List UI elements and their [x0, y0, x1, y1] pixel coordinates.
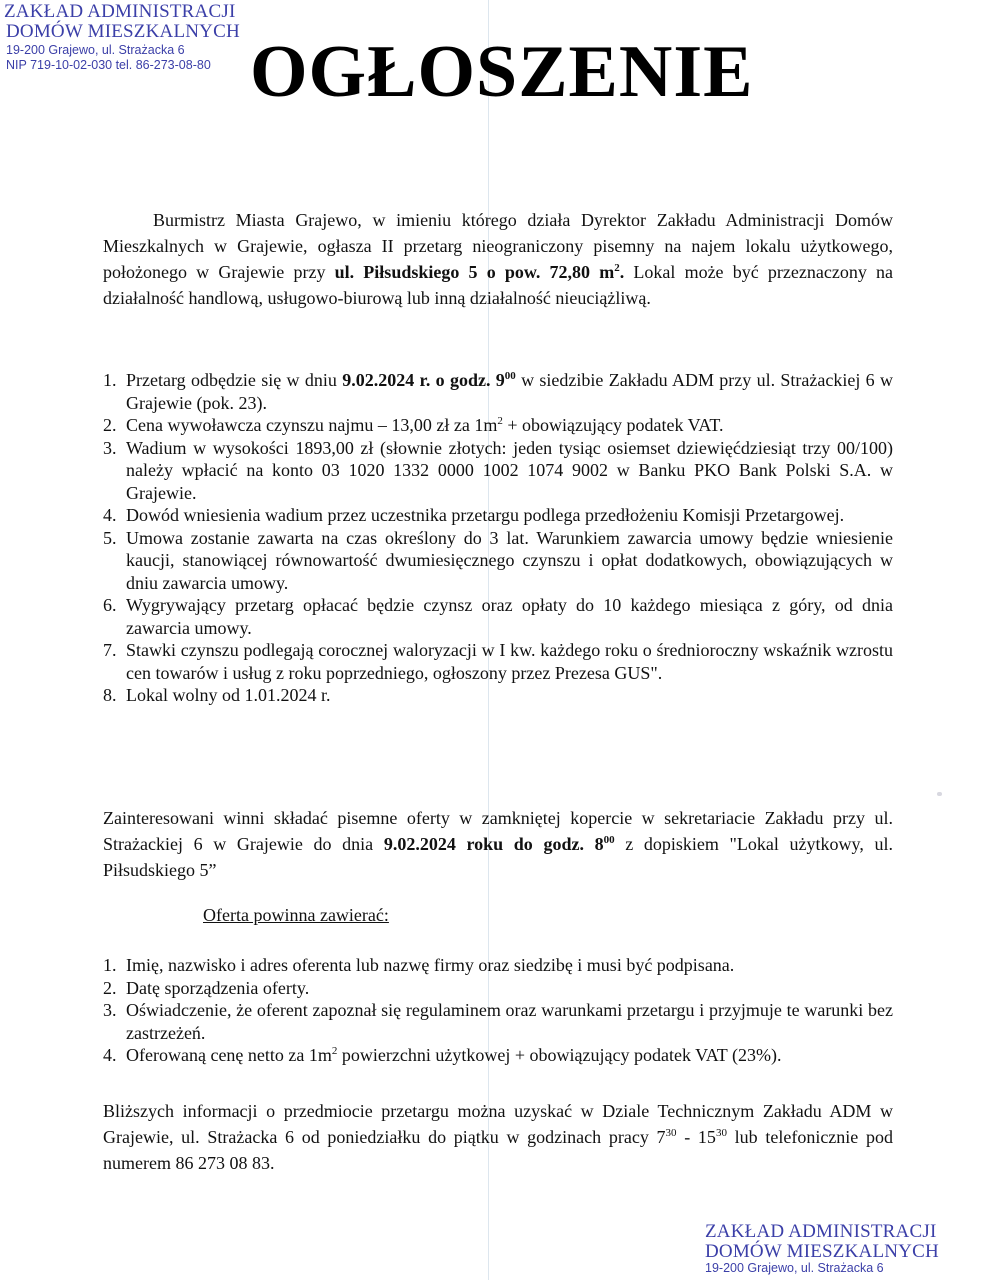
intro-text-2: Lokal może być przeznaczony na działalność handlową, usługowo-biurową lub inną działalność nieuciążliwą. — [103, 262, 893, 308]
stamp-line-2: DOMÓW MIESZKALNYCH — [6, 20, 240, 42]
stamp-line-3: 19-200 Grajewo, ul. Strażacka 6 — [705, 1260, 884, 1275]
list-item: 2. Cena wywoławcza czynszu najmu – 13,00 zł za $1m^2$ + obowiązujący podatek VAT. — [103, 415, 724, 435]
stamp-line-4: NIP 719-10-02-030 tel. 86-273-08-80 — [6, 58, 211, 72]
list-item: 1. Imię, nazwisko i adres oferenta lub nazwę firmy oraz siedzibę i musi być podpisana. — [103, 955, 735, 975]
list-item: 5. Umowa zostanie zawarta na czas określony do 3 lat. Warunkiem zawarcia umowy będzie wniesienie kaucji, stanowiącej równowartość dwumiesięcznego czynszu i opłat dodatkowych, obowiązujących w dniu zawarcia umowy. — [103, 527, 893, 593]
list-item: 1. Przetarg odbędzie się w dniu 9.02.2024 r. o godz. $9^{00}$ w siedzibie Zakładu ADM przy ul. Strażackiej 6 w Grajewie (pok. 23). — [103, 370, 893, 413]
document-title: OGŁOSZENIE — [250, 31, 754, 113]
submission-paragraph: Zainteresowani winni składać pisemne oferty w zamkniętej kopercie w sekretariacie Zakładu przy ul. Strażackiej 6 w Grajewie do dnia 9.02.2024 roku do godz. $8^{00}$ z dopiskiem "Lokal użytkowy, ul. Piłsudskiego 5” — [103, 808, 894, 880]
intro-paragraph — [103, 207, 893, 311]
stamp-line-3: 19-200 Grajewo, ul. Strażacka 6 — [6, 42, 185, 57]
stamp-line-1: ZAKŁAD ADMINISTRACJI — [4, 1, 236, 22]
offer-heading: Oferta powinna zawierać: — [203, 905, 389, 925]
list-item: 6. Wygrywający przetarg opłacać będzie czynsz oraz opłaty do 10 każdego miesiąca z góry, od dnia zawarcia umowy. — [103, 595, 893, 638]
list-item: 2. Datę sporządzenia oferty. — [103, 977, 310, 998]
deadline-bold: 9.02.2024 roku do godz. $8^{00}$ — [383, 834, 615, 854]
stamp-line-1: ZAKŁAD ADMINISTRACJI — [705, 1221, 937, 1242]
intro-text-1: Burmistrz Miasta Grajewo, w imieniu którego działa Dyrektor Zakładu Administracji Domów Mieszkalnych w Grajewie, ogłasza II przetarg nieograniczony pisemny na najem lokalu użytkowego, położonego w Grajewie przy — [103, 210, 893, 282]
scan-speck — [937, 792, 942, 796]
list-item: 8. Lokal wolny od 1.01.2024 r. — [103, 685, 331, 705]
list-item: 4. Oferowaną cenę netto za $1m^2$ powierzchni użytkowej + obowiązujący podatek VAT (23%). — [103, 1045, 782, 1065]
institution-stamp-top — [4, 2, 240, 72]
offer-requirements-list — [103, 954, 893, 1067]
contact-info-paragraph: Bliższych informacji o przedmiocie przetargu można uzyskać w Dziale Technicznym Zakładu ADM w Grajewie, ul. Strażacka 6 od poniedziałku do piątku w godzinach pracy $7^{30} - 15^{30}$ lub telefonicznie pod numerem 86 273 08 83. — [103, 1101, 893, 1173]
list-item: 4. Dowód wniesienia wadium przez uczestnika przetargu podlega przedłożeniu Komisji Przetargowej. — [103, 505, 845, 525]
list-item: 7. Stawki czynszu podlegają corocznej waloryzacji w I kw. każdego roku o średnioroczny wskaźnik wzrostu cen towarów i usług z roku poprzedniego, ogłoszony przez Prezesa GUS". — [103, 640, 893, 683]
list-item: 3. Oświadczenie, że oferent zapoznał się regulaminem oraz warunkami przetargu i przyjmuje te warunki bez zastrzeżeń. — [103, 1000, 893, 1043]
terms-list — [103, 369, 893, 707]
intro-address-bold: ul. Piłsudskiego 5 o pow. 72,80 $m^2$. — [334, 262, 625, 282]
stamp-line-2: DOMÓW MIESZKALNYCH — [705, 1240, 939, 1262]
institution-stamp-bottom — [705, 1222, 939, 1275]
auction-date-bold: 9.02.2024 r. o godz. $9^{00}$ — [342, 370, 516, 390]
list-item: 3. Wadium w wysokości 1893,00 zł (słownie złotych: jeden tysiąc osiemset dziewięćdziesiąt trzy 00/100) należy wpłacić na konto 03 1020 1332 0000 1002 1074 9002 w Banku PKO Bank Polski S.A. w Grajewie. — [103, 437, 893, 503]
